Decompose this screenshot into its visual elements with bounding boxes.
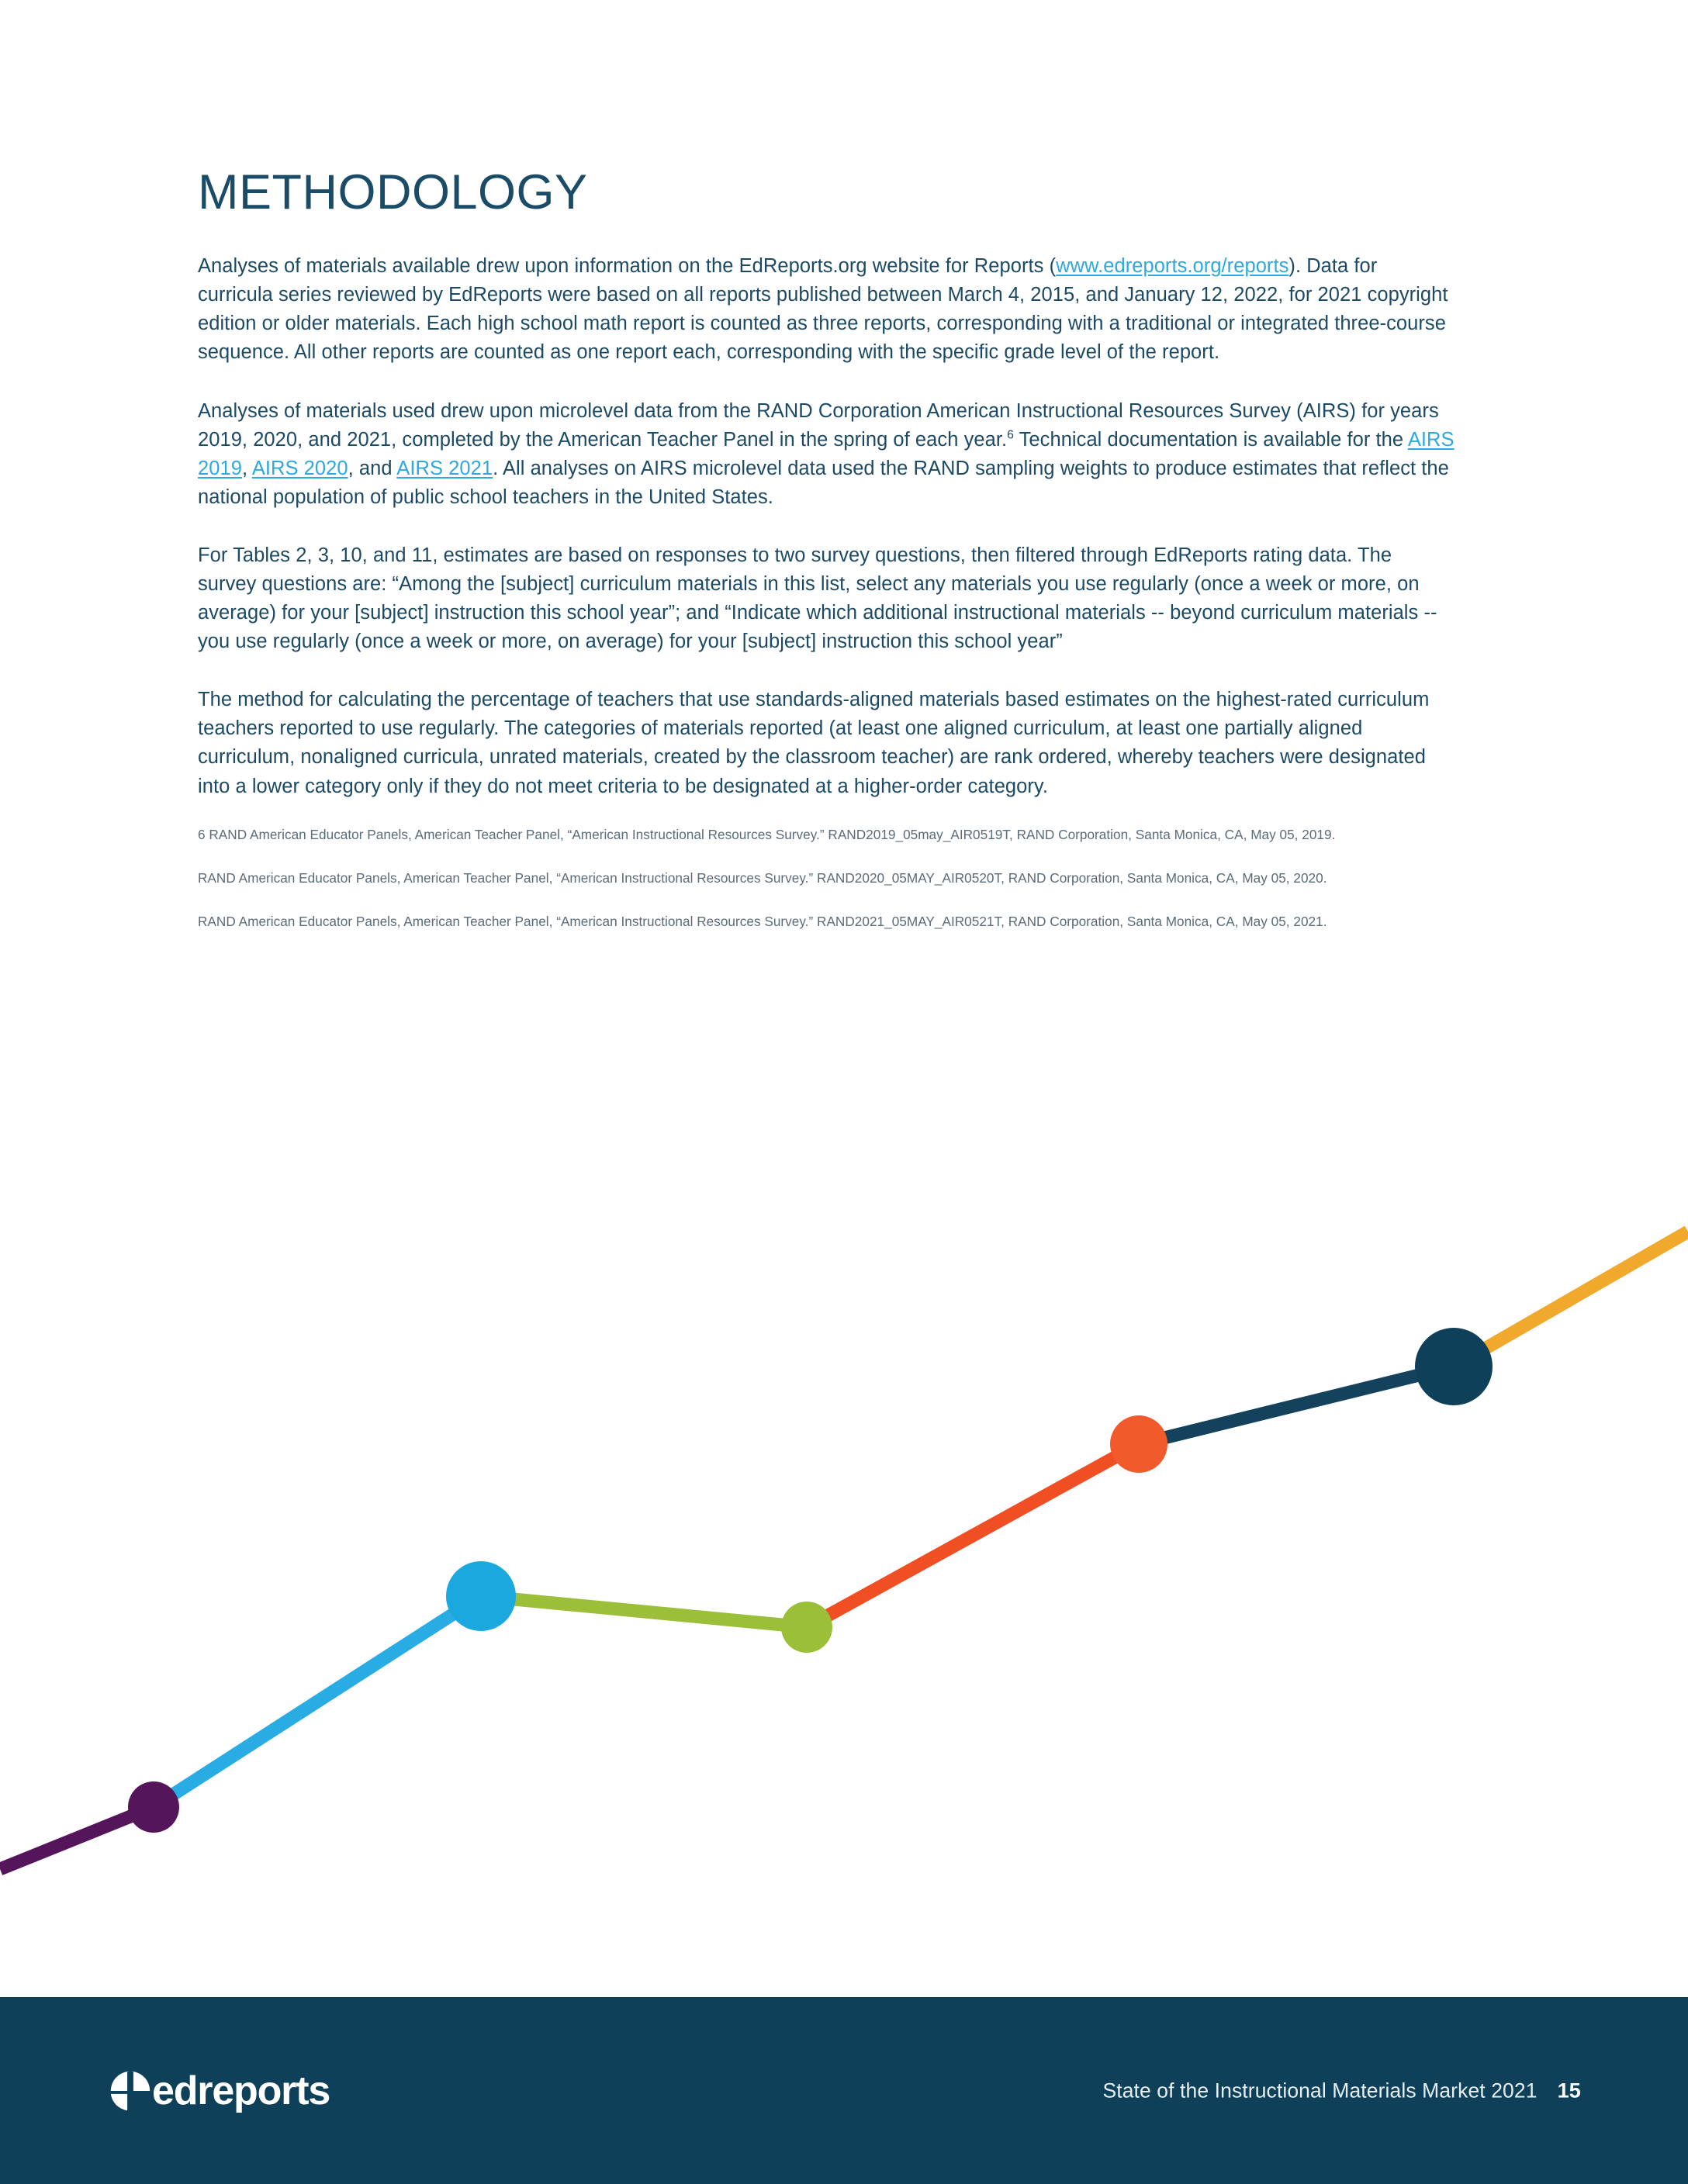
edreports-mark-icon [109,2069,152,2113]
page-title: METHODOLOGY [198,165,588,219]
inline-link[interactable]: www.edreports.org/reports [1056,255,1289,278]
inline-link[interactable]: AIRS 2020 [251,457,348,479]
footer-meta [1102,2079,1581,2103]
body-paragraph: Analyses of materials available drew upon information on the EdReports.org website for Reports (www.edreports.org/reports). Data for curricula series reviewed by EdReports were based on all reports published between March 4, 2015, and January 12, 2022, for 2021 copyright edition or older materials. Each high school math report is counted as three reports, corresponding with a traditional or integrated three-course sequence. All other reports are counted as one report each, corresponding with the specific grade level of the report. [198,255,1448,364]
inline-link[interactable]: AIRS 2021 [396,457,493,479]
inline-link[interactable]: AIRS 2019 [198,428,1455,479]
edreports-wordmark: edreports [152,2068,330,2113]
body-paragraph: The method for calculating the percentage of teachers that use standards-aligned materials based estimates on the highest-rated curriculum teachers reported to use regularly. The categories of materials reported (at least one aligned curriculum, at least one partially aligned curriculum, nonaligned curricula, unrated materials, created by the classroom teacher) are rank ordered, whereby teachers were designated into a lower category only if they do not meet criteria to be designated at a higher-order category. [198,689,1430,797]
edreports-logo[interactable] [109,2069,333,2113]
footnote-reference[interactable]: 6 [1007,428,1014,442]
body-paragraph: Analyses of materials used drew upon microlevel data from the RAND Corporation American Instructional Resources Survey (AIRS) for years 2019, 2020, and 2021, completed by the American Teacher Panel in the spring of each year.$^6$ Technical documentation is available for the AIRS 2019, AIRS 2020, and AIRS 2021. All analyses on AIRS microlevel data used the RAND sampling weights to produce estimates that reflect the national population of public school teachers in the United States. [198,399,1455,508]
page-number: 15 [1557,2079,1581,2102]
report-title: State of the Instructional Materials Market 2021 [1102,2079,1538,2102]
footnote-list [198,824,1470,931]
article-content [198,167,1470,931]
footnote-item: 6 RAND American Educator Panels, American Teacher Panel, “American Instructional Resources Survey.” RAND2019_05may_AIR0519T, RAND Corporation, Santa Monica, CA, May 05, 2019. [198,826,1336,842]
body-paragraph: For Tables 2, 3, 10, and 11, estimates are based on responses to two survey questions, then filtered through EdReports rating data. The survey questions are: “Among the [subject] curriculum materials in this list, select any materials you use regularly (once a week or more, on average) for your [subject] instruction this school year”; and “Indicate which additional instructional materials -- beyond curriculum materials -- you use regularly (once a week or more, on average) for your [subject] instruction this school year” [198,544,1437,653]
footnote-item: RAND American Educator Panels, American Teacher Panel, “American Instructional Resources Survey.” RAND2021_05MAY_AIR0521T, RAND Corporation, Santa Monica, CA, May 05, 2021. [198,913,1327,929]
footnote-item: RAND American Educator Panels, American Teacher Panel, “American Instructional Resources Survey.” RAND2020_05MAY_AIR0520T, RAND Corporation, Santa Monica, CA, May 05, 2020. [198,869,1327,886]
paragraph-list [198,252,1470,801]
page-footer [0,1997,1688,2184]
